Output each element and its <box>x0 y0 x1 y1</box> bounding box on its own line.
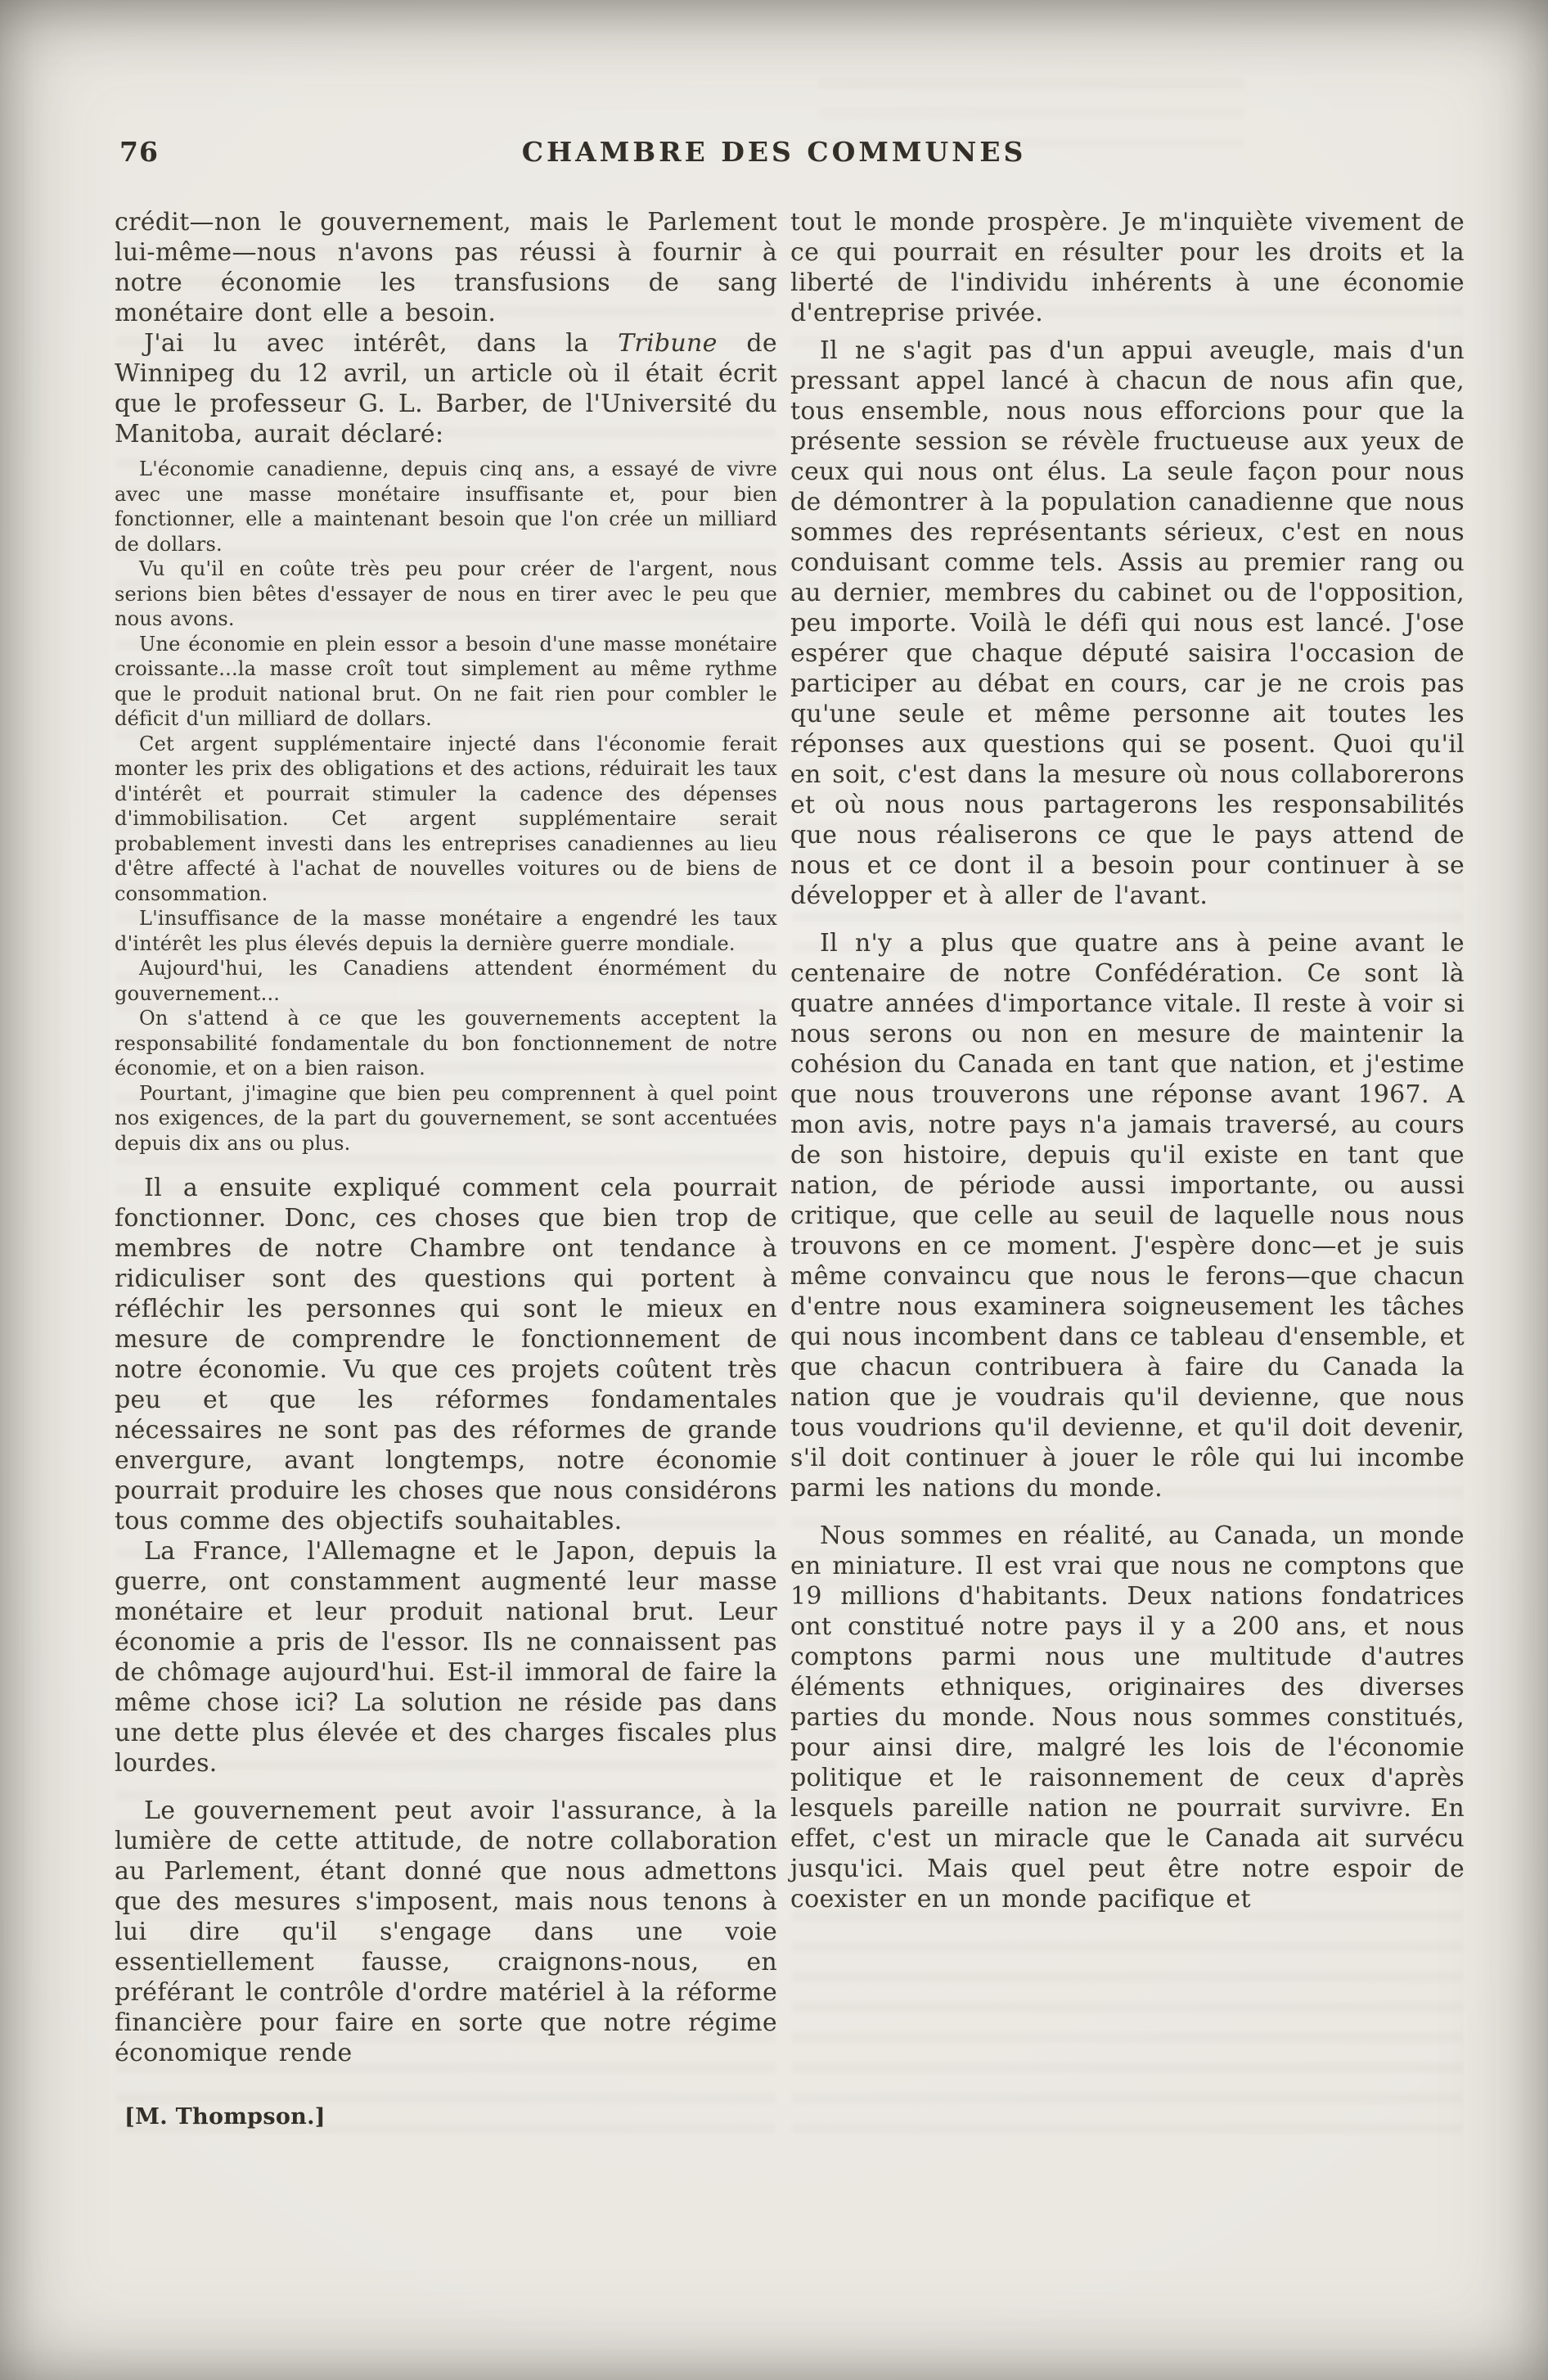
body-paragraph: tout le monde prospère. Je m'inquiète vivement de ce qui pourrait en résulter pour les droits et la liberté de l'individu inhérents à une économie d'entreprise privée. <box>790 208 1465 327</box>
body-paragraph: Il a ensuite expliqué comment cela pourrait fonctionner. Donc, ces choses que bien trop de membres de notre Chambre ont tendance à ridiculiser sont des questions qui portent à réfléchir les personnes qui sont le mieux en mesure de comprendre le fonctionnement de notre économie. Vu que ces projets coûtent très peu et que les réformes fondamentales nécessaires ne sont pas des réformes de grande envergure, avant longtemps, notre économie pourrait produire les choses que nous considérons tous comme des objectifs souhaitables. <box>115 1174 777 1535</box>
quoted-excerpt-paragraph: Une économie en plein essor a besoin d'une masse monétaire croissante...la masse croît tout simplement au même rythme que le produit national brut. On ne fait rien pour combler le déficit d'un milliard de dollars. <box>115 632 777 730</box>
quoted-excerpt-paragraph: On s'attend à ce que les gouvernements acceptent la responsabilité fondamentale du bon fonctionnement de notre économie, et on a bien raison. <box>115 1007 777 1080</box>
body-paragraph: J'ai lu avec intérêt, dans la Tribune de Winnipeg du 12 avril, un article où il était écrit que le professeur G. L. Barber, de l'Université du Manitoba, aurait déclaré: <box>115 329 777 449</box>
quoted-excerpt-paragraph: Aujourd'hui, les Canadiens attendent énormément du gouvernement... <box>115 957 777 1005</box>
body-paragraph: crédit—non le gouvernement, mais le Parlement lui-même—nous n'avons pas réussi à fournir à notre économie les transfusions de sang monétaire dont elle a besoin. <box>115 208 777 327</box>
quoted-excerpt-paragraph: L'économie canadienne, depuis cinq ans, a essayé de vivre avec une masse monétaire insuffisante et, pour bien fonctionner, elle a maintenant besoin que l'on crée un milliard de dollars. <box>115 458 777 556</box>
body-paragraph: Il ne s'agit pas d'un appui aveugle, mais d'un pressant appel lancé à chacun de nous afin que, tous ensemble, nous nous efforcions pour que la présente session se révèle fructueuse aux yeux de ceux qui nous ont élus. La seule façon pour nous de démontrer à la population canadienne que nous sommes des représentants sérieux, c'est en nous conduisant comme tels. Assis au premier rang ou au dernier, membres du cabinet ou de l'opposition, peu importe. Voilà le défi qui nous est lancé. J'ose espérer que chaque député saisira l'occasion de participer au débat en cours, car je ne crois pas qu'une seule et même personne ait toutes les réponses aux questions qui se posent. Quoi qu'il en soit, c'est dans la mesure où nous collaborerons et où nous nous partagerons les responsabilités que nous réaliserons ce que le pays attend de nous et ce dont il a besoin pour continuer à se développer et à aller de l'avant. <box>790 336 1465 910</box>
body-paragraph: Nous sommes en réalité, au Canada, un monde en miniature. Il est vrai que nous ne comptons que 19 millions d'habitants. Deux nations fondatrices ont constitué notre pays il y a 200 ans, et nous comptons parmi nous une multitude d'autres éléments ethniques, originaires des diverses parties du monde. Nous nous sommes constitués, pour ainsi dire, malgré les lois de l'économie politique et le raisonnement de ceux d'après lesquels pareille nation ne pourrait survivre. En effet, c'est un miracle que le Canada ait survécu jusqu'ici. Mais quel peut être notre espoir de coexister en un monde pacifique et <box>790 1521 1465 1913</box>
quoted-excerpt-paragraph: Cet argent supplémentaire injecté dans l'économie ferait monter les prix des obligations et des actions, réduirait les taux d'intérêt et pourrait stimuler la cadence des dépenses d'immobilisation. Cet argent supplémentaire serait probablement investi dans les entreprises canadiennes au lieu d'être affecté à l'achat de nouvelles voitures ou de biens de consommation. <box>115 732 777 905</box>
body-paragraph: La France, l'Allemagne et le Japon, depuis la guerre, ont constamment augmenté leur masse monétaire et leur produit national brut. Leur économie a pris de l'essor. Ils ne connaissent pas de chômage aujourd'hui. Est-il immoral de faire la même chose ici? La solution ne réside pas dans une dette plus élevée et des charges fiscales plus lourdes. <box>115 1537 777 1778</box>
left-text-column <box>115 207 777 2130</box>
speaker-attribution: [M. Thompson.] <box>124 2104 326 2130</box>
page-number: 76 <box>119 136 159 168</box>
two-column-text-area <box>115 207 1465 2130</box>
running-header-title: CHAMBRE DES COMMUNES <box>521 136 1027 168</box>
quoted-excerpt-paragraph: L'insuffisance de la masse monétaire a engendré les taux d'intérêt les plus élevés depuis la dernière guerre mondiale. <box>115 907 777 955</box>
body-paragraph: Il n'y a plus que quatre ans à peine avant le centenaire de notre Confédération. Ce sont là quatre années d'importance vitale. Il reste à voir si nous serons ou non en mesure de maintenir la cohésion du Canada en tant que nation, et j'estime que nous trouverons une réponse avant 1967. A mon avis, notre pays n'a jamais traversé, au cours de son histoire, depuis qu'il existe en tant que nation, de période aussi importante, ou aussi critique, que celle au seuil de laquelle nous nous trouvons en ce moment. J'espère donc—et je suis même convaincu que nous le ferons—que chacun d'entre nous examinera soigneusement les tâches qui nous incombent dans ce tableau d'ensemble, et que chacun contribuera à faire du Canada la nation que je voudrais qu'il devienne, que nous tous voudrions qu'il devienne, et qu'il doit devenir, s'il doit continuer à jouer le rôle qui lui incombe parmi les nations du monde. <box>790 929 1465 1503</box>
right-text-column <box>790 207 1465 2130</box>
italicized-publication-name: Tribune <box>618 329 718 358</box>
quoted-excerpt-paragraph: Vu qu'il en coûte très peu pour créer de l'argent, nous serions bien bêtes d'essayer de nous en tirer avec le peu que nous avons. <box>115 557 777 630</box>
quoted-excerpt-paragraph: Pourtant, j'imagine que bien peu comprennent à quel point nos exigences, de la part du gouvernement, se sont accentuées depuis dix ans ou plus. <box>115 1081 777 1155</box>
body-paragraph: Le gouvernement peut avoir l'assurance, à la lumière de cette attitude, de notre collaboration au Parlement, étant donné que nous admettons que des mesures s'imposent, mais nous tenons à lui dire qu'il s'engage dans une voie essentiellement fausse, craignons-nous, en préférant le contrôle d'ordre matériel à la réforme financière pour faire en sorte que notre régime économique rende <box>115 1796 777 2067</box>
